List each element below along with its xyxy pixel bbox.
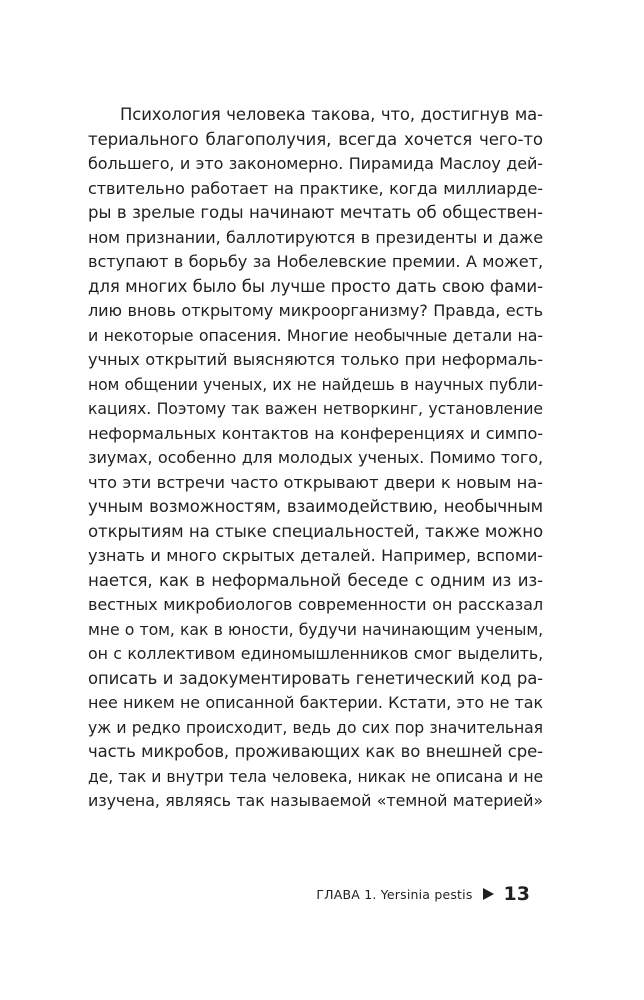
text-line: узнать и много скрытых деталей. Например, вспоми-	[88, 546, 543, 565]
text-line: большего, и это закономерно. Пирамида Маслоу дей-	[88, 154, 543, 173]
text-line: уж и редко происходит, ведь до сих пор значительная	[88, 717, 543, 737]
text-line: лию вновь открытому микроорганизму? Правда, есть	[88, 301, 543, 320]
text-line: мне о том, как в юности, будучи начинающим ученым,	[88, 619, 543, 639]
text-line: ствительно работает на практике, когда миллиарде-	[88, 178, 543, 198]
text-line: он с коллективом единомышленников смог выделить,	[88, 644, 543, 663]
page-number: 13	[503, 883, 530, 905]
text-line: кациях. Поэтому так важен нетворкинг, установление	[88, 399, 543, 418]
text-line: нее никем не описанной бактерии. Кстати, это не так	[88, 693, 543, 712]
text-line: нается, как в неформальной беседе с одним из из-	[88, 570, 543, 590]
page-footer	[316, 882, 530, 906]
text-line: вестных микробиологов современности он рассказал	[88, 595, 543, 614]
text-line: описать и задокументировать генетический код ра-	[88, 668, 543, 688]
text-line: Психология человека такова, что, достигнув ма-	[120, 105, 543, 124]
text-line: и некоторые опасения. Многие необычные детали на-	[88, 325, 543, 345]
text-line: учных открытий выясняются только при неформаль-	[88, 350, 543, 369]
text-line: часть микробов, проживающих как во внешней сре-	[88, 742, 543, 761]
text-line: де, так и внутри тела человека, никак не описана и не	[88, 766, 543, 786]
text-line: ном признании, баллотируются в президенты и даже	[88, 227, 543, 247]
text-line: неформальных контактов на конференциях и симпо-	[88, 423, 543, 443]
body-paragraph	[88, 103, 543, 814]
text-line: ры в зрелые годы начинают мечтать об обществен-	[88, 203, 543, 222]
text-line: что эти встречи часто открывают двери к новым на-	[88, 472, 543, 492]
running-head: ГЛАВА 1. Yersinia pestis	[316, 886, 473, 902]
text-line: вступают в борьбу за Нобелевские премии. А может,	[88, 252, 543, 271]
text-line: ном общении ученых, их не найдешь в научных публи-	[88, 375, 543, 394]
text-line: зиумах, особенно для молодых ученых. Помимо того,	[88, 448, 543, 467]
text-line: открытиям на стыке специальностей, также можно	[88, 521, 543, 541]
text-line: для многих было бы лучше просто дать свою фами-	[88, 276, 543, 296]
text-line: изучена, являясь так называемой «темной материей»	[88, 791, 543, 810]
text-line: териального благополучия, всегда хочется чего-то	[88, 129, 543, 149]
triangle-right-icon	[483, 888, 494, 900]
text-line: учным возможностям, взаимодействию, необычным	[88, 497, 543, 516]
